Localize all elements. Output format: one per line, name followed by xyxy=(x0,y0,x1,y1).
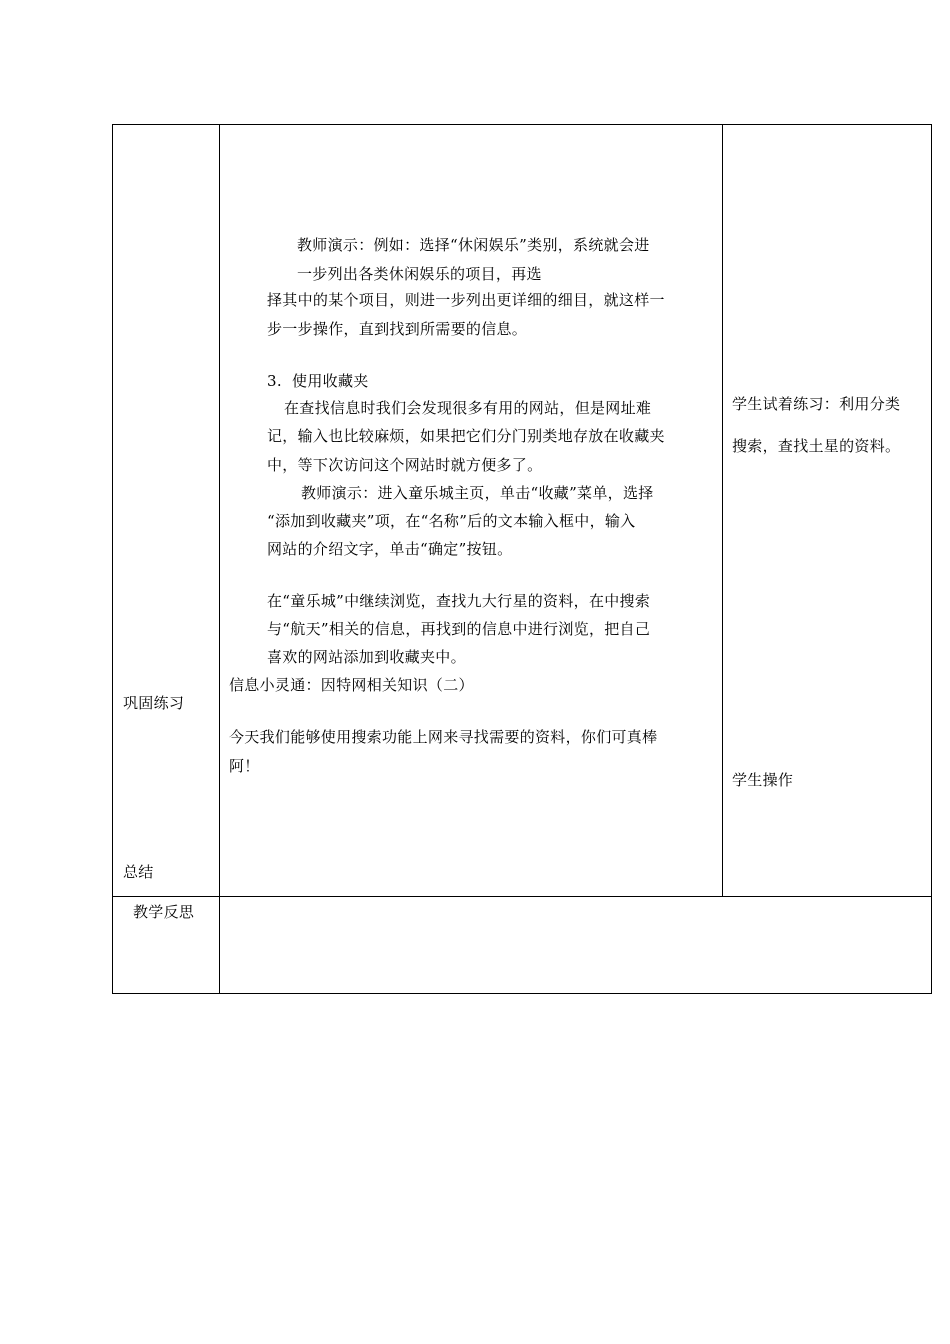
table-top-border xyxy=(112,124,932,125)
summary-paragraph-line-2: 阿！ xyxy=(229,757,260,775)
info-tip: 信息小灵通：因特网相关知识（二） xyxy=(229,676,474,694)
table-row-divider xyxy=(112,896,932,897)
favorites-paragraph-line-2: 记，输入也比较麻烦，如果把它们分门别类地存放在收藏夹 xyxy=(267,427,665,445)
table-right-border xyxy=(931,124,932,994)
table-column-divider-2 xyxy=(722,124,723,897)
table-bottom-border xyxy=(112,993,932,994)
student-exercise-line-2: 搜索，查找土星的资料。 xyxy=(732,437,901,455)
task-paragraph-line-2: 与“航天”相关的信息，再找到的信息中进行浏览，把自己 xyxy=(267,620,651,638)
table-column-divider-1 xyxy=(219,124,220,994)
demo-paragraph-2-line-2: “添加到收藏夹”项，在“名称”后的文本输入框中，输入 xyxy=(267,512,636,530)
demo-paragraph-1-line-4: 步一步操作，直到找到所需要的信息。 xyxy=(267,320,528,338)
demo-paragraph-2-line-3: 网站的介绍文字，单击“确定”按钮。 xyxy=(267,540,513,558)
demo-paragraph-2-line-1: 教师演示：进入童乐城主页，单击“收藏”菜单，选择 xyxy=(301,484,654,502)
demo-paragraph-1-line-1: 教师演示：例如：选择“休闲娱乐”类别，系统就会进 xyxy=(297,236,650,254)
summary-paragraph-line-1: 今天我们能够使用搜索功能上网来寻找需要的资料，你们可真棒 xyxy=(229,728,658,746)
demo-paragraph-1-line-2: 一步列出各类休闲娱乐的项目，再选 xyxy=(297,265,542,283)
reflection-label: 教学反思 xyxy=(133,903,195,921)
favorites-paragraph-line-1: 在查找信息时我们会发现很多有用的网站，但是网址难 xyxy=(284,399,652,417)
task-paragraph-line-3: 喜欢的网站添加到收藏夹中。 xyxy=(267,648,466,666)
demo-paragraph-1-line-3: 择其中的某个项目，则进一步列出更详细的细目，就这样一 xyxy=(267,291,665,309)
student-exercise-line-1: 学生试着练习：利用分类 xyxy=(732,395,901,413)
student-operation: 学生操作 xyxy=(732,771,794,789)
practice-label: 巩固练习 xyxy=(123,694,185,712)
favorites-paragraph-line-3: 中，等下次访问这个网站时就方便多了。 xyxy=(267,456,543,474)
task-paragraph-line-1: 在“童乐城”中继续浏览，查找九大行星的资料，在中搜索 xyxy=(267,592,651,610)
section-3-heading: 3. 使用收藏夹 xyxy=(267,372,369,390)
table-left-border xyxy=(112,124,113,994)
summary-label: 总结 xyxy=(123,863,154,881)
